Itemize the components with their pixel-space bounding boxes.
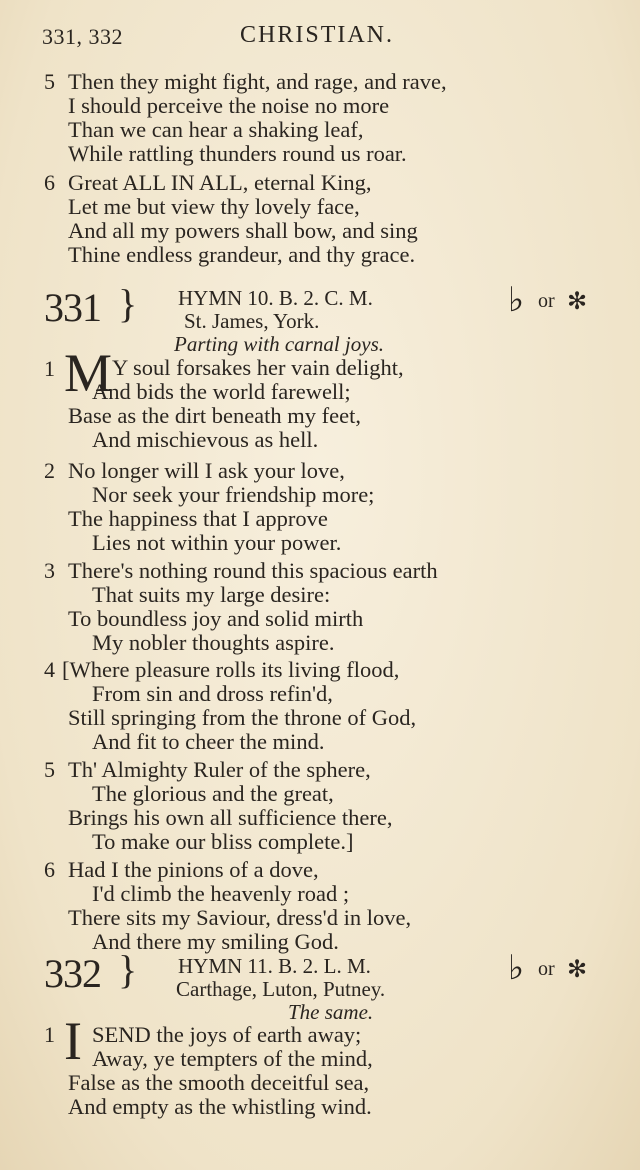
hymn-number: 332 (44, 951, 101, 996)
verse-line: My nobler thoughts aspire. (92, 630, 335, 655)
running-title: CHRISTIAN. (240, 22, 395, 48)
verse-number: 5 (44, 757, 55, 782)
verse-line: SEND the joys of earth away; (92, 1022, 362, 1047)
verse-line: Away, ye tempters of the mind, (92, 1046, 373, 1071)
verse-line: Thine endless grandeur, and thy grace. (68, 242, 416, 267)
flat-icon: ♭ (508, 950, 525, 987)
verse-line: Then they might fight, and rage, and rave, (68, 69, 447, 94)
verse-line: Let me but view thy lovely face, (68, 194, 360, 219)
hymn-subject: Parting with carnal joys. (174, 332, 384, 356)
verse-line: And bids the world farewell; (92, 379, 351, 404)
verse-line: No longer will I ask your love, (68, 458, 345, 483)
verse-line: That suits my large desire: (92, 582, 331, 607)
verse-line: To make our bliss complete.] (92, 829, 354, 854)
verse-line: There's nothing round this spacious earth (68, 558, 438, 583)
verse-number: 1 (44, 356, 55, 381)
tune-names: St. James, York. (184, 309, 320, 333)
hymn-subject: The same. (288, 1000, 374, 1024)
verse-number: 2 (44, 458, 55, 483)
brace: } (118, 947, 138, 992)
key-or: or (538, 958, 555, 980)
verse-line: From sin and dross refin'd, (92, 681, 333, 706)
verse-line: And there my smiling God. (92, 929, 339, 954)
verse-line: I'd climb the heavenly road ; (92, 881, 350, 906)
verse-line: False as the smooth deceitful sea, (68, 1070, 370, 1095)
verse-line: Had I the pinions of a dove, (68, 857, 319, 882)
tune-names: Carthage, Luton, Putney. (176, 977, 386, 1001)
key-or: or (538, 290, 555, 312)
verse-line: I should perceive the noise no more (68, 93, 390, 118)
verse-line: And fit to cheer the mind. (92, 729, 325, 754)
verse-line: And empty as the whistling wind. (68, 1094, 372, 1119)
sharp-icon: ✻ (567, 289, 588, 315)
verse-number: 5 (44, 69, 55, 94)
verse-line: Y soul forsakes her vain delight, (112, 355, 404, 380)
verse-line: The glorious and the great, (92, 781, 334, 806)
brace: } (118, 281, 138, 326)
drop-cap: M (64, 343, 113, 403)
verse-number: 6 (44, 857, 55, 882)
verse-line: [Where pleasure rolls its living flood, (62, 657, 400, 682)
verse-line: Than we can hear a shaking leaf, (68, 117, 364, 142)
verse-line: To boundless joy and solid mirth (68, 606, 364, 631)
hymn-heading: HYMN 11. B. 2. L. M. (178, 954, 371, 978)
verse-line: Still springing from the throne of God, (68, 705, 417, 730)
verse-number: 4 (44, 657, 55, 682)
verse-number: 6 (44, 170, 55, 195)
verse-number: 1 (44, 1022, 55, 1047)
verse-line: Nor seek your friendship more; (92, 482, 375, 507)
verse-number: 3 (44, 558, 55, 583)
verse-line: Base as the dirt beneath my feet, (68, 403, 362, 428)
verse-line: There sits my Saviour, dress'd in love, (68, 905, 412, 930)
verse-line: Brings his own all sufficience there, (68, 805, 393, 830)
verse-line: And all my powers shall bow, and sing (68, 218, 418, 243)
verse-line: While rattling thunders round us roar. (68, 141, 407, 166)
flat-icon: ♭ (508, 282, 525, 319)
sharp-icon: ✻ (567, 957, 588, 983)
drop-cap: I (64, 1011, 82, 1071)
hymn-number: 331 (44, 285, 101, 330)
verse-line: Th' Almighty Ruler of the sphere, (68, 757, 371, 782)
verse-line: Great ALL IN ALL, eternal King, (68, 170, 372, 195)
verse-line: And mischievous as hell. (92, 427, 319, 452)
hymn-heading: HYMN 10. B. 2. C. M. (178, 286, 373, 310)
verse-line: Lies not within your power. (92, 530, 342, 555)
verse-line: The happiness that I approve (68, 506, 328, 531)
page-numbers: 331, 332 (42, 24, 123, 49)
